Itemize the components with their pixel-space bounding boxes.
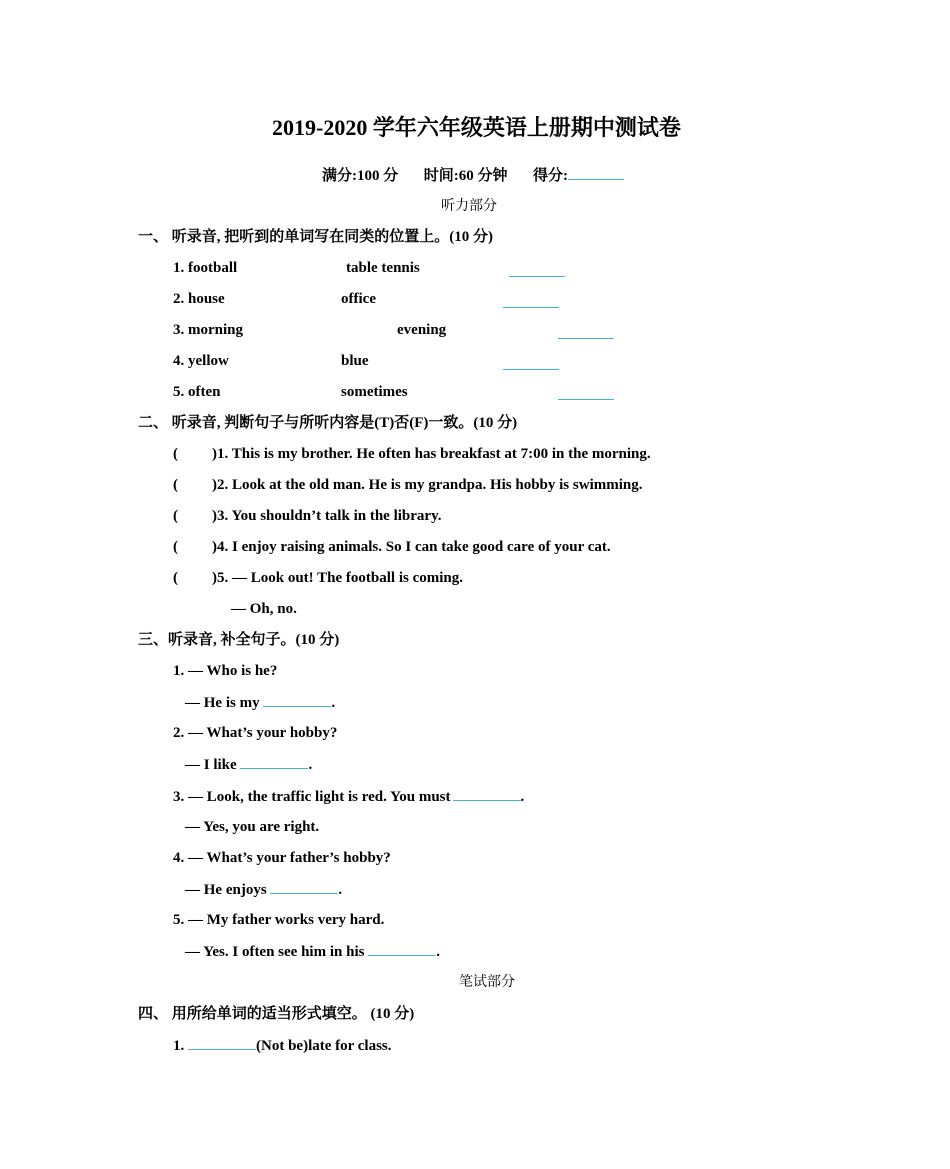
s1-row3-word-a: 3. morning — [173, 322, 244, 338]
writing-section-header: 笔试部分 — [459, 974, 515, 990]
s1-row3-word-b: evening — [397, 322, 447, 338]
s1-row1-blank[interactable] — [509, 276, 565, 277]
section-4-heading: 四、 用所给单词的适当形式填空。 (10 分) — [138, 1006, 415, 1022]
s3-line10-blank[interactable] — [368, 941, 436, 956]
s3-line1 — [173, 661, 277, 681]
s2-item5-paren[interactable]: ( — [173, 570, 178, 586]
s1-row2-word-a: 2. house — [173, 291, 225, 307]
s3-line4-blank[interactable] — [240, 754, 308, 769]
s3-line10-text: — Yes. I often see him in his — [185, 944, 365, 960]
s3-line6 — [185, 817, 319, 837]
s1-row1-word-b: table tennis — [346, 260, 420, 276]
score-label: 得分: — [533, 168, 568, 184]
s3-line4-period: . — [308, 757, 313, 773]
s1-row3-blank[interactable] — [558, 338, 614, 339]
s3-line4 — [185, 754, 312, 775]
s1-row2-word-b: office — [341, 291, 376, 307]
s3-line8-text: — He enjoys — [185, 882, 267, 898]
s1-row1-word-a: 1. football — [173, 260, 238, 276]
s3-line4-text: — I like — [185, 757, 237, 773]
s4-q1-number: 1. — [173, 1038, 185, 1054]
s3-line7-text: 4. — What’s your father’s hobby? — [173, 850, 391, 866]
time-limit: 时间:60 分钟 — [423, 168, 508, 184]
s3-line2 — [185, 692, 335, 713]
s3-line10 — [185, 941, 440, 962]
s1-row5-word-b: sometimes — [341, 384, 408, 400]
s4-q1-text: (Not be)late for class. — [256, 1038, 392, 1054]
s3-line2-text: — He is my — [185, 695, 260, 711]
listening-section-header: 听力部分 — [441, 198, 497, 214]
s3-line2-period: . — [331, 695, 336, 711]
s3-line5-blank[interactable] — [453, 786, 521, 801]
s4-q1 — [173, 1035, 392, 1056]
s3-line9-text: 5. — My father works very hard. — [173, 912, 385, 928]
s2-item5-reply: — Oh, no. — [231, 601, 297, 617]
s3-line8-blank[interactable] — [270, 879, 338, 894]
s3-line9 — [173, 910, 384, 930]
s1-row4-word-a: 4. yellow — [173, 353, 229, 369]
full-score: 满分:100 分 — [322, 168, 399, 184]
s1-row5-word-a: 5. often — [173, 384, 221, 400]
s2-item2-paren[interactable]: ( — [173, 477, 178, 493]
s2-item1-paren[interactable]: ( — [173, 446, 178, 462]
score-blank[interactable] — [568, 165, 624, 180]
s2-item3-text: )3. You shouldn’t talk in the library. — [212, 508, 442, 524]
s3-line5-period: . — [520, 789, 525, 805]
s2-item5-text: )5. — Look out! The football is coming. — [212, 570, 463, 586]
s3-line6-text: — Yes, you are right. — [185, 819, 320, 835]
s3-line5-text: 3. — Look, the traffic light is red. You must — [173, 789, 451, 805]
exam-meta — [322, 165, 624, 186]
section-1-heading: 一、 听录音, 把听到的单词写在同类的位置上。(10 分) — [138, 229, 493, 245]
s3-line2-blank[interactable] — [263, 692, 331, 707]
s2-item4-text: )4. I enjoy raising animals. So I can take good care of your cat. — [212, 539, 611, 555]
s1-row5-blank[interactable] — [558, 399, 614, 400]
s3-line10-period: . — [436, 944, 440, 960]
section-3-heading: 三、听录音, 补全句子。(10 分) — [138, 632, 340, 648]
s3-line5 — [173, 786, 524, 807]
s4-q1-blank[interactable] — [188, 1035, 256, 1050]
s3-line3 — [173, 723, 337, 743]
s3-line7 — [173, 848, 391, 868]
s3-line8-period: . — [338, 882, 343, 898]
section-2-heading: 二、 听录音, 判断句子与所听内容是(T)否(F)一致。(10 分) — [138, 415, 518, 431]
s2-item4-paren[interactable]: ( — [173, 539, 178, 555]
s2-item3-paren[interactable]: ( — [173, 508, 178, 524]
s2-item2-text: )2. Look at the old man. He is my grandpa. His hobby is swimming. — [212, 477, 643, 493]
s3-line3-text: 2. — What’s your hobby? — [173, 725, 338, 741]
s1-row4-word-b: blue — [341, 353, 369, 369]
page-title: 2019-2020 学年六年级英语上册期中测试卷 — [272, 115, 681, 140]
s1-row2-blank[interactable] — [503, 307, 559, 308]
s2-item1-text: )1. This is my brother. He often has breakfast at 7:00 in the morning. — [212, 446, 651, 462]
s1-row4-blank[interactable] — [503, 369, 559, 370]
s3-line8 — [185, 879, 342, 900]
s3-line1-text: 1. — Who is he? — [173, 663, 278, 679]
